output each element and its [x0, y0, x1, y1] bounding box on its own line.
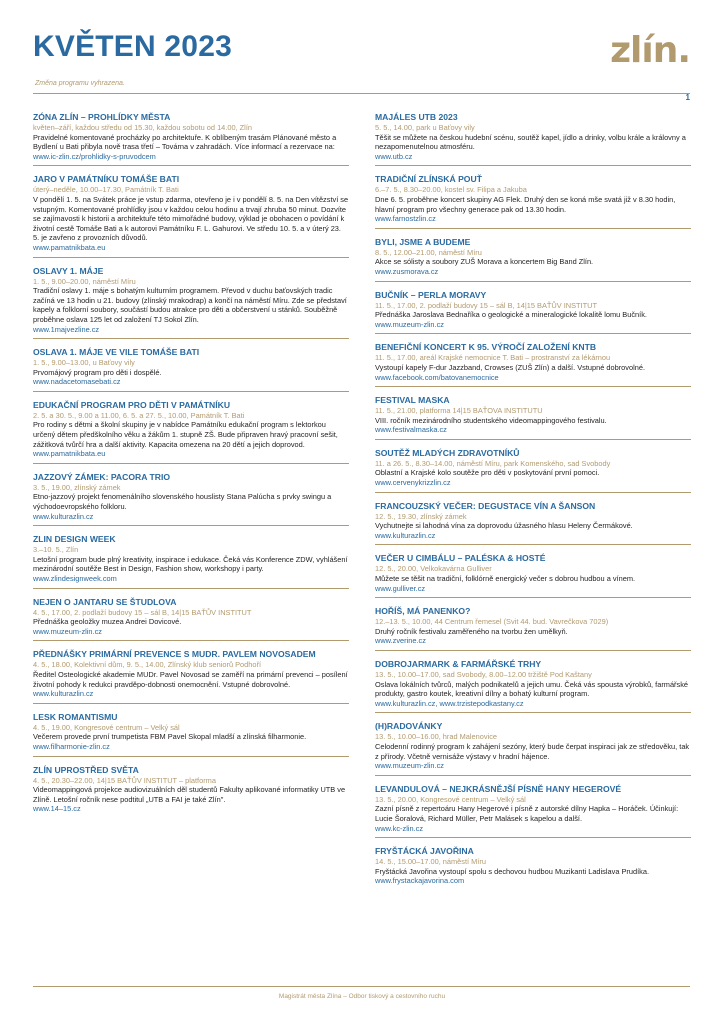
event-description: Letošní program bude plný kreativity, inspirace i edukace. Čeká vás Konference ZDW, vyhlášení mezinárodní soutěže Best in Design, Fashion show, workshopy i party.: [33, 554, 348, 574]
event-link[interactable]: www.cervenykrizzlin.cz: [375, 478, 451, 488]
event-title: BYLI, JSME A BUDEME: [375, 236, 471, 247]
event-meta: 13. 5., 10.00–16.00, hrad Malenovice: [375, 732, 498, 742]
event-title: SOUTĚŽ MLADÝCH ZDRAVOTNÍKŮ: [375, 447, 520, 458]
event-link[interactable]: www.14–15.cz: [33, 804, 81, 814]
event-link[interactable]: www.facebook.com/batovanemocnice: [375, 372, 499, 382]
event-meta: 13. 5., 20.00, Kongresové centrum – Velký sál: [375, 794, 526, 804]
event-meta: 11. 5., 17.00, areál Krajské nemocnice T. Bati – prostranství za lékárnou: [375, 353, 611, 363]
event-description: Dne 6. 5. proběhne koncert skupiny AG Flek. Druhý den se koná mše svatá již v 8.30 hodin, hlavní program pro všechny generace pak od 13.30 hodin.: [375, 194, 676, 214]
event-meta: 14. 5., 15.00–17.00, náměstí Míru: [375, 857, 486, 867]
event-item: [33, 112, 349, 166]
event-link[interactable]: www.muzeum-zlin.cz: [375, 761, 444, 771]
event-link[interactable]: www.frystackajavorina.com: [375, 876, 465, 886]
event-meta: 4. 5., 18.00, Kolektivní dům, 9. 5., 14.00, Zlínský klub seniorů Podhoří: [33, 660, 262, 670]
page-title: KVĚTEN 2023: [33, 30, 232, 63]
event-description: Přednáška Jaroslava Bednaříka o geologické a mineralogické lokalitě lomu Bučník.: [375, 310, 647, 320]
event-description: VIII. ročník mezinárodního studentského videomappingového festivalu.: [375, 415, 607, 425]
footer-divider: [33, 986, 690, 987]
event-link[interactable]: www.nadacetomasebati.cz: [33, 377, 121, 387]
event-title: HOŘÍŠ, MÁ PANENKO?: [375, 606, 471, 617]
event-description: Oblastní a Krajské kolo soutěže pro děti v poskytování první pomoci.: [375, 468, 600, 478]
event-description: Prvomájový program pro děti i dospělé.: [33, 367, 162, 377]
event-meta: květen–září, každou středu od 15.30, každou sobotu od 14.00, Zlín: [33, 123, 252, 132]
event-item: [375, 342, 691, 387]
event-link[interactable]: www.zlindesignweek.com: [33, 574, 117, 583]
event-item: [33, 347, 349, 392]
event-item: [375, 784, 691, 838]
event-item: [375, 395, 691, 440]
event-title: ZLÍN UPROSTŘED SVĚTA: [33, 764, 139, 775]
event-item: [33, 174, 349, 257]
program-note: Změna programu vyhrazena.: [35, 80, 125, 87]
event-meta: 6.–7. 5., 8.30–20.00, kostel sv. Filipa a Jakuba: [375, 185, 527, 195]
event-item: [375, 501, 691, 546]
event-link[interactable]: www.utb.cz: [375, 151, 413, 161]
event-item: [375, 290, 691, 335]
event-meta: 3.–10. 5., Zlín: [33, 545, 79, 555]
event-description: Oslava lokálních tvůrců, malých podnikatelů a jejich umu. Čeká vás spousta výrobků, farmářské produkty, gastro koutek, kreativní dílny a bohatý kulturní program.: [375, 679, 689, 699]
event-item: [33, 712, 349, 757]
event-link[interactable]: www.muzeum-zlin.cz: [33, 626, 102, 636]
event-link[interactable]: www.zusmorava.cz: [375, 266, 439, 276]
event-link[interactable]: www.kulturazlin.cz, www.trzistepodkastany.cz: [375, 698, 524, 708]
page-number: 1: [685, 93, 690, 102]
event-meta: 5. 5., 14.00, park u Baťovy vily: [375, 123, 475, 132]
event-title: OSLAVA 1. MÁJE VE VILE TOMÁŠE BATI: [33, 347, 200, 358]
event-description: Pro rodiny s dětmi a školní skupiny je v nabídce Památníku edukační program s lektorkou určený dětem předškolního věku a žákům 1. stupně ZŠ. Bude připraven hravý pracovní sešit, zážitková tvůrčí hra a další aktivity. Kapacita omezena na 20 dětí a jejich doprovod.: [33, 420, 338, 449]
event-title: FRANCOUZSKÝ VEČER: DEGUSTACE VÍN A ŠANSON: [375, 500, 596, 511]
event-description: Pravidelné komentované procházky po architektuře. K oblíbeným trasám Plánované město a Bydlení u Bati přibyla nově trasa třetí – Továrna v zahradách. Více informací a rezervace na:: [33, 132, 337, 152]
event-item: [33, 400, 349, 464]
event-meta: 8. 5., 12.00–21.00, náměstí Míru: [375, 247, 482, 257]
event-title: ZLIN DESIGN WEEK: [33, 534, 116, 545]
left-column: [33, 112, 349, 826]
event-title: LEVANDULOVÁ – NEJKRÁSNĚJŠÍ PÍSNĚ HANY HEGEROVÉ: [375, 783, 622, 794]
event-item: [375, 606, 691, 651]
event-meta: 12.–13. 5., 10.00, 44 Centrum řemesel (Svit 44. bud. Vavrečkova 7029): [375, 617, 609, 627]
event-item: [33, 765, 349, 818]
event-meta: 4. 5., 17.00, 2. podlaží budovy 15 – sál B, 14|15 BAŤŮV INSTITUT: [33, 607, 252, 617]
event-title: BUČNÍK – PERLA MORAVY: [375, 289, 487, 300]
event-link[interactable]: www.muzeum-zlin.cz: [375, 319, 444, 329]
event-description: V pondělí 1. 5. na Svátek práce je vstup zdarma, otevřeno je i v pondělí 8. 5. na Den vítězství se vstupným. Komentované prohlídky jsou v každou celou hodinu a trvají zhruba 50 minut. Dozvíte se zajímavosti k historii a architektuře této mimořádné budovy, výklad je obohacen o povídání k životní cestě Tomáše Bati a k autorovi Památníku F. L. Gahurovi. Ve středu 10. 5. a v úterý 23. 5. je zavřeno z provozních důvodů.: [33, 194, 349, 243]
event-title: DOBROJARMARK & FARMÁŘSKÉ TRHY: [375, 659, 542, 669]
event-item: [33, 472, 349, 526]
event-item: [375, 112, 691, 166]
event-description: Celodenní rodinný program k zahájení sezóny, který bude čerpat inspiraci jak ze středověku, tak z přírody. Včetně vernisáže výstavy v hradní hájence.: [375, 741, 690, 761]
event-description: Vystoupí kapely F-dur Jazzband, Crowses (ZUŠ Zlín) a další. Vstupné dobrovolné.: [375, 362, 646, 372]
event-link[interactable]: www.kulturazlin.cz: [33, 689, 94, 699]
event-item: [375, 237, 691, 282]
event-description: Vychutnejte si lahodná vína za doprovodu úžasného hlasu Heleny Čermákové.: [375, 521, 633, 531]
event-item: [375, 448, 691, 493]
event-meta: 11. 5., 21.00, platforma 14|15 BAŤOVA INSTITUTU: [375, 406, 543, 416]
event-meta: 11. a 26. 5., 8.30–14.00, náměstí Míru, park Komenského, sad Svobody: [375, 458, 611, 468]
zlin-logo: zlín.: [610, 30, 690, 71]
event-link[interactable]: www.kulturazlin.cz: [375, 530, 436, 540]
event-title: MAJÁLES UTB 2023: [375, 112, 458, 122]
event-item: [33, 649, 349, 703]
event-item: [33, 597, 349, 642]
event-item: [33, 266, 349, 340]
header-divider: [33, 93, 690, 94]
event-description: Tradiční oslavy 1. máje s bohatým kulturním programem. Převod v duchu baťovských tradic začíná ve 13 hodin u 21. budovy (zlínský mrakodrap) a končí na náměstí Míru. Zde se představí kapely a folklorní soubory, součástí budou atrakce pro děti a občerstvení u stánků. Souběžně proběhne oslava 125 let od založení TJ Sokol Zlín.: [33, 286, 347, 324]
event-link[interactable]: www.kc-zlin.cz: [375, 823, 424, 833]
event-meta: 2. 5. a 30. 5., 9.00 a 11.00, 6. 5. a 27. 5., 10.00, Památník T. Bati: [33, 410, 245, 420]
footer-text: Magistrát města Zlína – Odbor tiskový a cestovního ruchu: [278, 993, 446, 1000]
event-title: OSLAVY 1. MÁJE: [33, 265, 104, 276]
event-description: Přednáška geoložky muzea Andrei Dovicové.: [33, 617, 182, 627]
event-meta: 1. 5., 9.00–20.00, náměstí Míru: [33, 276, 136, 286]
event-description: Videomappingová projekce audiovizuálních děl studentů Fakulty aplikované informatiky UTB ve Zlíně. Letošní ročník nese podtitul „UTB a FAI je také Zlín".: [33, 785, 346, 804]
event-description: Etno-jazzový projekt fenomenálního slovenského houslisty Stana Palúcha s prvky swingu a východoevropského folkloru.: [33, 492, 332, 512]
event-link[interactable]: www.1majvezline.cz: [33, 324, 100, 334]
event-title: FRYŠTÁCKÁ JAVOŘINA: [375, 846, 474, 857]
event-description: Ředitel Osteologické akademie MUDr. Pavel Novosad se zaměří na primární prevenci – posílení životní pohody k redukci pravděpo-dobnosti onemocnění. Vstupné dobrovolné.: [33, 669, 348, 689]
event-title: ZÓNA ZLÍN – PROHLÍDKY MĚSTA: [33, 112, 171, 122]
event-link[interactable]: www.zverine.cz: [375, 636, 426, 646]
event-link[interactable]: www.festivalmaska.cz: [375, 425, 447, 435]
event-description: Akce se sólisty a soubory ZUŠ Morava a koncertem Big Band Zlín.: [375, 257, 594, 267]
event-item: [375, 174, 691, 228]
event-description: Těšit se můžete na českou hudební scénu, soutěž kapel, jídlo a drinky, volbu krále a královny a nezapomenutelnou atmosféru.: [375, 132, 686, 152]
event-meta: 12. 5., 19.30, zlínský zámek: [375, 511, 467, 521]
right-column: [375, 112, 691, 898]
event-title: EDUKAČNÍ PROGRAM PRO DĚTI V PAMÁTNÍKU: [33, 399, 231, 410]
event-title: JAZZOVÝ ZÁMEK: PACORA TRIO: [33, 471, 171, 482]
event-description: Zazní písně z repertoáru Hany Hegerové i písně z autorské dílny Hapka – Horáček. Účinkují: Lucie Šoralová, Richard Müller, Petr Malásek s kapelou a další.: [375, 804, 679, 823]
event-link[interactable]: www.gulliver.cz: [375, 583, 426, 593]
event-link[interactable]: www.pamatnikbata.eu: [33, 449, 106, 459]
event-title: TRADIČNÍ ZLÍNSKÁ POUŤ: [375, 174, 482, 185]
event-description: Druhý ročník festivalu zaměřeného na tvorbu žen umělkyň.: [375, 626, 568, 636]
event-meta: 3. 5., 19.00, zlínský zámek: [33, 482, 121, 492]
event-title: (H)RADOVÁNKY: [375, 721, 443, 732]
event-link[interactable]: www.filharmonie-zlin.cz: [33, 741, 110, 751]
event-item: [375, 721, 691, 775]
event-item: [375, 659, 691, 713]
event-meta: 4. 5., 19.00, Kongresové centrum – Velký sál: [33, 722, 180, 732]
event-title: PŘEDNÁŠKY PRIMÁRNÍ PREVENCE S MUDR. PAVLEM NOVOSADEM: [33, 649, 316, 660]
event-item: [33, 534, 349, 588]
event-title: BENEFIČNÍ KONCERT K 95. VÝROČÍ ZALOŽENÍ KNTB: [375, 342, 597, 353]
event-link[interactable]: www.kulturazlin.cz: [33, 511, 94, 521]
event-description: Fryštácká Javořina vystoupí spolu s dechovou hudbou Muzikanti Ladislava Prudíka.: [375, 866, 650, 876]
event-meta: 11. 5., 17.00, 2. podlaží budovy 15 – sál B, 14|15 BAŤŮV INSTITUT: [375, 300, 597, 310]
event-title: VEČER U CIMBÁLU – PALÉSKA & HOSTÉ: [375, 553, 546, 564]
event-link[interactable]: www.ic-zlin.cz/prohlidky-s-pruvodcem: [33, 151, 156, 161]
event-description: Můžete se těšit na tradiční, folklórně energický večer s dobrou hudbou a vínem.: [375, 574, 636, 584]
event-meta: 4. 5., 20.30–22.00, 14|15 BAŤŮV INSTITUT – platforma: [33, 775, 216, 785]
event-item: [375, 846, 691, 890]
event-meta: 13. 5., 10.00–17.00, sad Svobody, 8.00–12.00 tržiště Pod Kaštany: [375, 670, 592, 679]
event-title: NEJEN O JANTARU SE ŠTUDLOVA: [33, 596, 177, 607]
event-meta: 1. 5., 9.00–13.00, u Baťovy vily: [33, 358, 135, 368]
event-meta: úterý–neděle, 10.00–17.30, Památník T. Bati: [33, 185, 179, 195]
event-description: Večerem provede první trumpetista FBM Pavel Skopal mladší a zlínská filharmonie.: [33, 732, 307, 742]
event-meta: 12. 5., 20.00, Velkokavárna Gulliver: [375, 564, 492, 574]
event-title: FESTIVAL MASKA: [375, 395, 450, 406]
event-title: LESK ROMANTISMU: [33, 711, 118, 722]
event-link[interactable]: www.pamatnikbata.eu: [33, 242, 106, 252]
event-item: [375, 553, 691, 598]
event-title: JARO V PAMÁTNÍKU TOMÁŠE BATI: [33, 174, 180, 185]
event-link[interactable]: www.farnostzlin.cz: [375, 214, 436, 224]
